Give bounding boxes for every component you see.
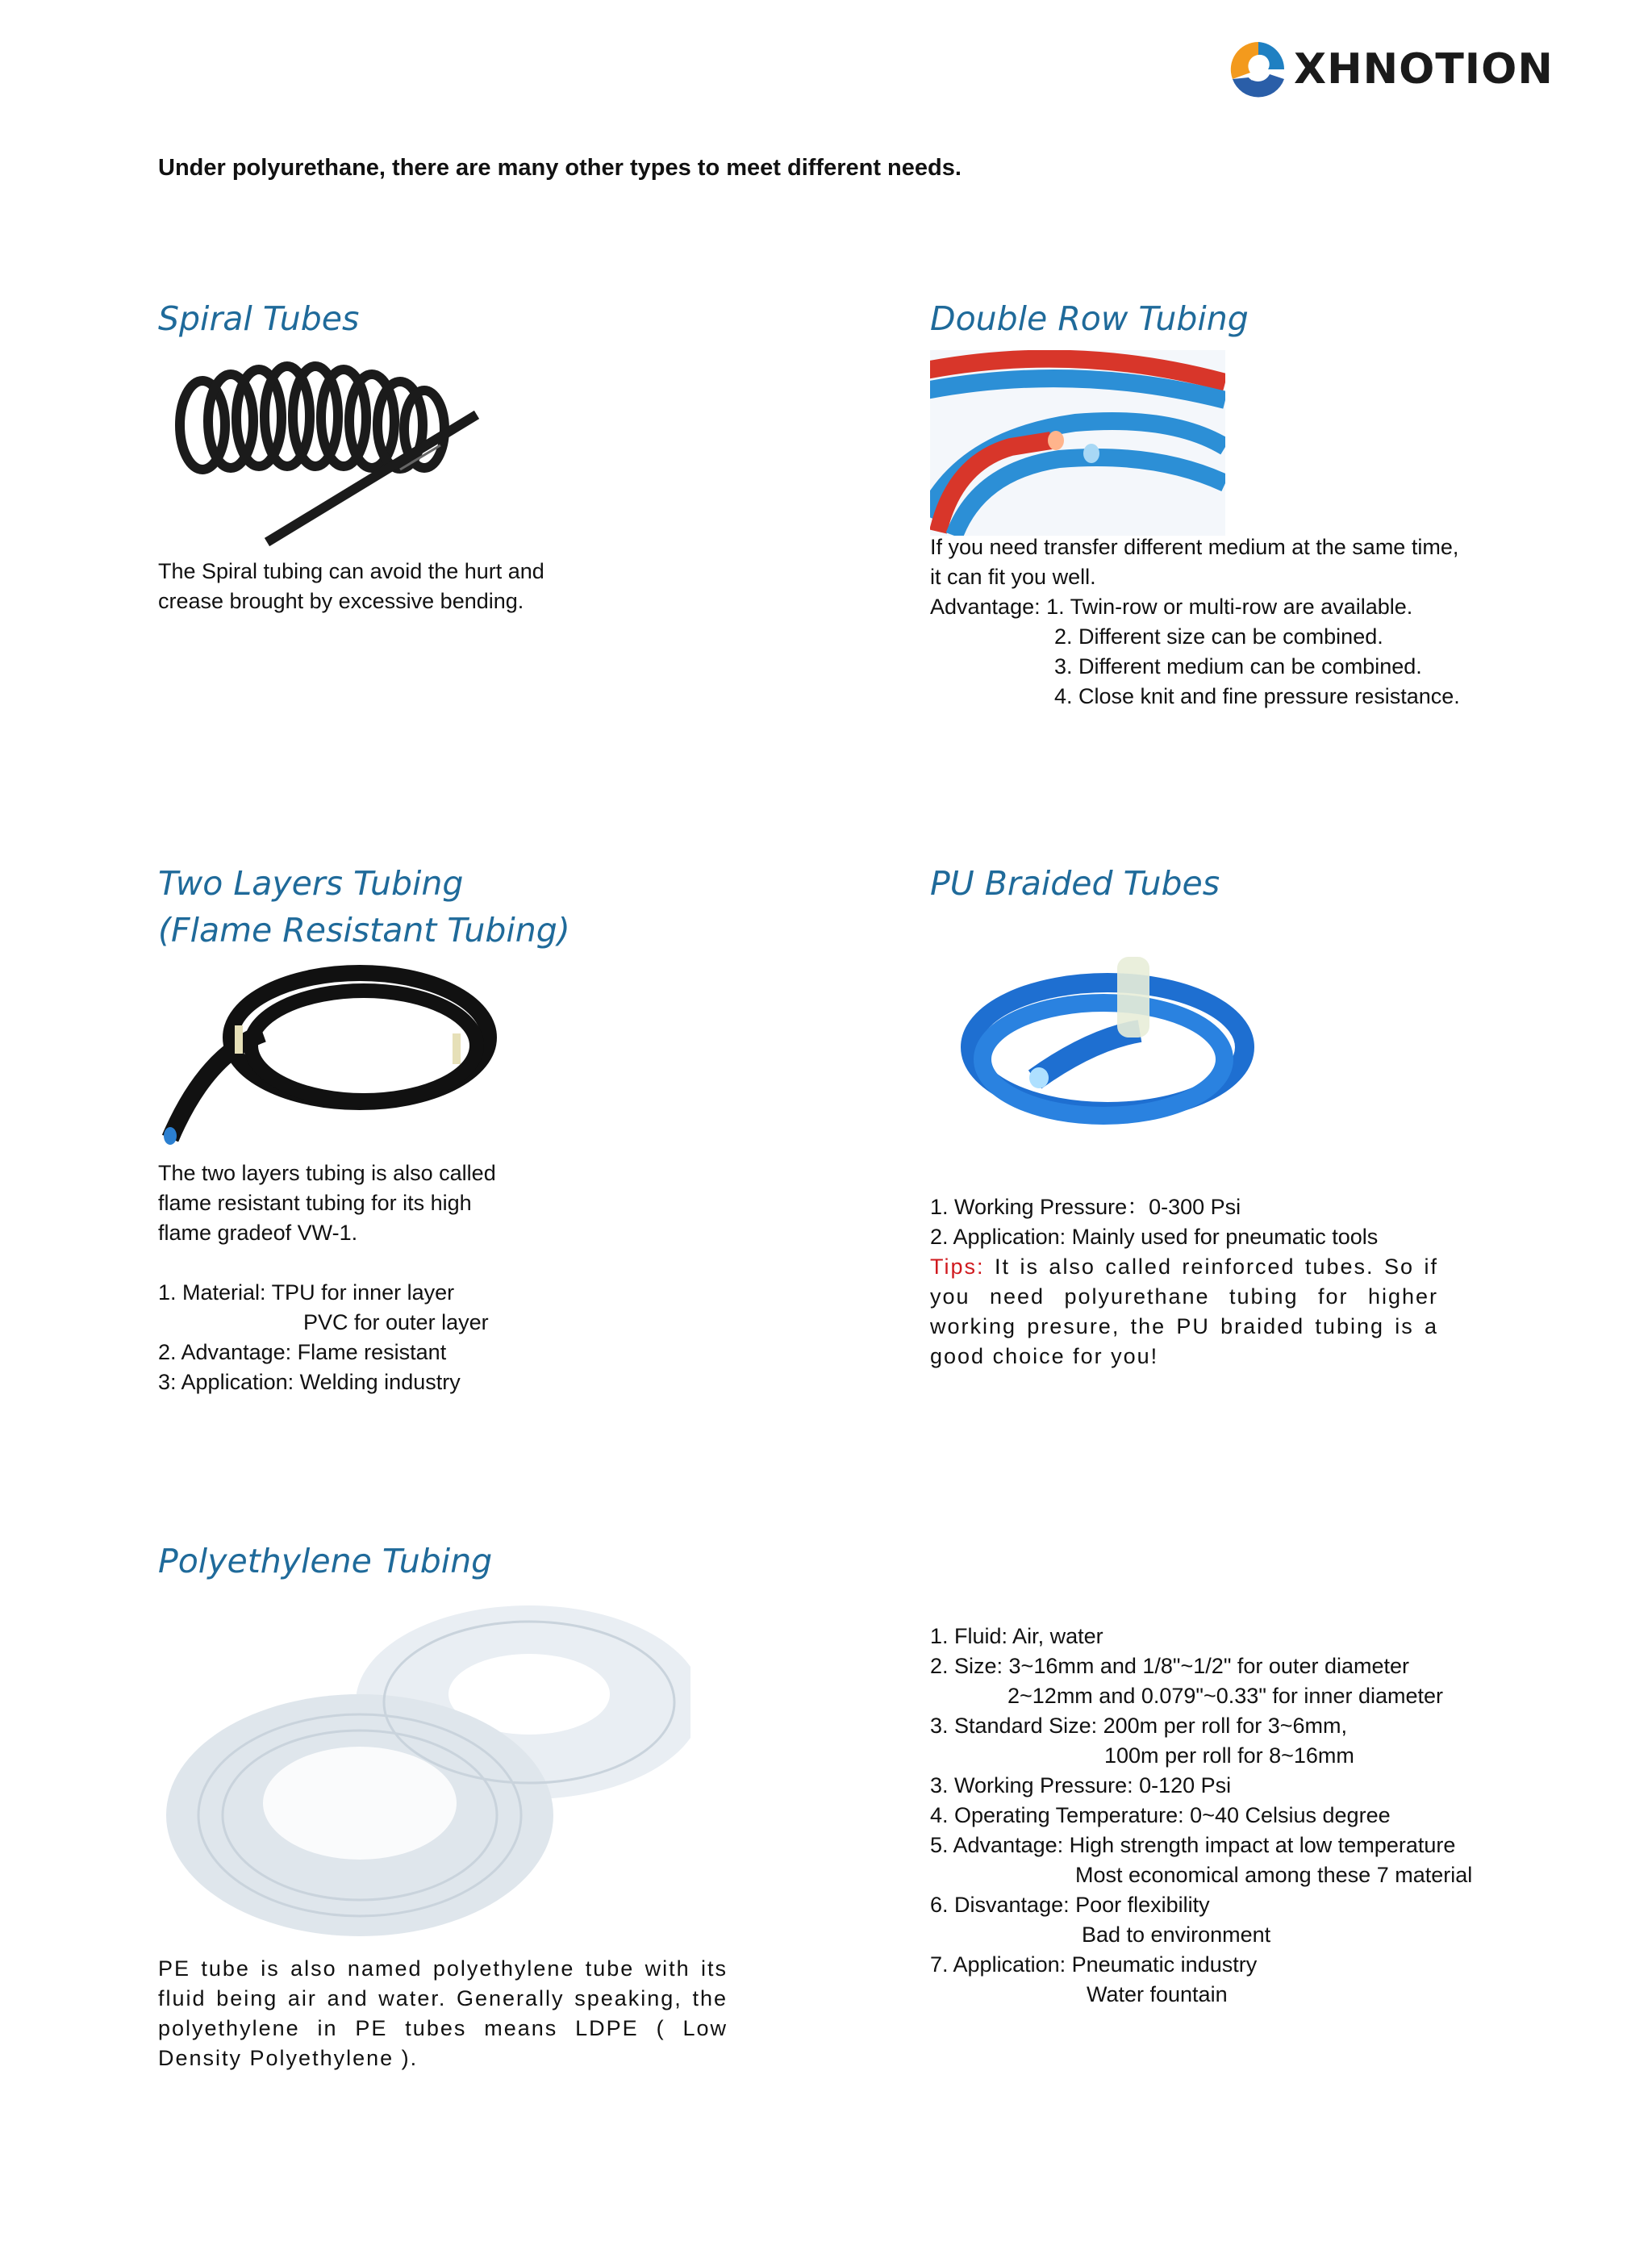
pu-braided-title: PU Braided Tubes xyxy=(930,864,1220,903)
spiral-title: Spiral Tubes xyxy=(158,299,360,338)
double-row-title: Double Row Tubing xyxy=(930,299,1249,338)
tips-label: Tips: xyxy=(930,1255,985,1279)
spiral-section xyxy=(158,295,359,342)
double-row-image xyxy=(930,350,1225,536)
spiral-description: The Spiral tubing can avoid the hurt and crease brought by excessive bending. xyxy=(158,559,544,613)
intro-text: Under polyurethane, there are many other types to meet different needs. xyxy=(158,155,962,181)
pu-braided-image xyxy=(930,942,1261,1162)
two-layers-title-line1: Two Layers Tubing xyxy=(158,864,464,903)
logo-text: XHNOTION xyxy=(1294,45,1554,94)
spiral-image xyxy=(158,349,505,550)
double-row-section xyxy=(930,295,1249,342)
double-row-text: If you need transfer different medium at the same time, it can fit you well. Advantage: 1. Twin-row or multi-row are available. 2. Different size can be combined. 3. Different medium can be combined. 4. Close knit and fine pressure resistance. xyxy=(930,535,1460,708)
two-layers-section xyxy=(158,860,570,954)
polyethylene-description: PE tube is also named polyethylene tube with its fluid being air and water. Generally speaking, the polyethylene in PE tubes means LDPE ( Low Density Polyethylene ). xyxy=(158,1956,728,2070)
two-layers-image xyxy=(158,957,497,1150)
polyethylene-image xyxy=(158,1597,690,1952)
polyethylene-section xyxy=(158,1538,492,1584)
pu-braided-section xyxy=(930,860,1220,907)
polyethylene-specs: 1. Fluid: Air, water 2. Size: 3~16mm and 1/8"~1/2" for outer diameter 2~12mm and 0.079"~0.33" for inner diameter 3. Standard Size: 200m per roll for 3~6mm, 100m per roll for 8~16mm 3. Working Pressure: 0-120 Psi 4. Operating Temperature: 0~40 Celsius degree 5. Advantage: High strength impact at low temperature Most economical among these 7 material 6. Disvantage: Poor flexibility Bad to environment 7. Application: Pneumatic industry Water fountain xyxy=(930,1624,1473,2006)
logo-mark-icon xyxy=(1226,37,1291,102)
two-layers-title-line2: (Flame Resistant Tubing) xyxy=(158,911,570,950)
two-layers-text: The two layers tubing is also called flame resistant tubing for its high flame gradeof VW-1. 1. Material: TPU for inner layer PVC for outer layer 2. Advantage: Flame resistant 3: Application: Welding industry xyxy=(158,1161,496,1394)
pu-braided-tips: Tips: It is also called reinforced tubes. So if you need polyurethane tubing for higher working presure, the PU braided tubing is a good choice for you! xyxy=(930,1255,1438,1368)
polyethylene-title: Polyethylene Tubing xyxy=(158,1542,493,1580)
brand-logo xyxy=(1226,37,1554,102)
pu-braided-text: 1. Working Pressure：0-300 Psi 2. Application: Mainly used for pneumatic tools Tips: It is also called reinforced tubes. So if you need polyurethane tubing for higher working presure, the PU braided tubing is a good choice for you! xyxy=(930,1192,1438,1372)
